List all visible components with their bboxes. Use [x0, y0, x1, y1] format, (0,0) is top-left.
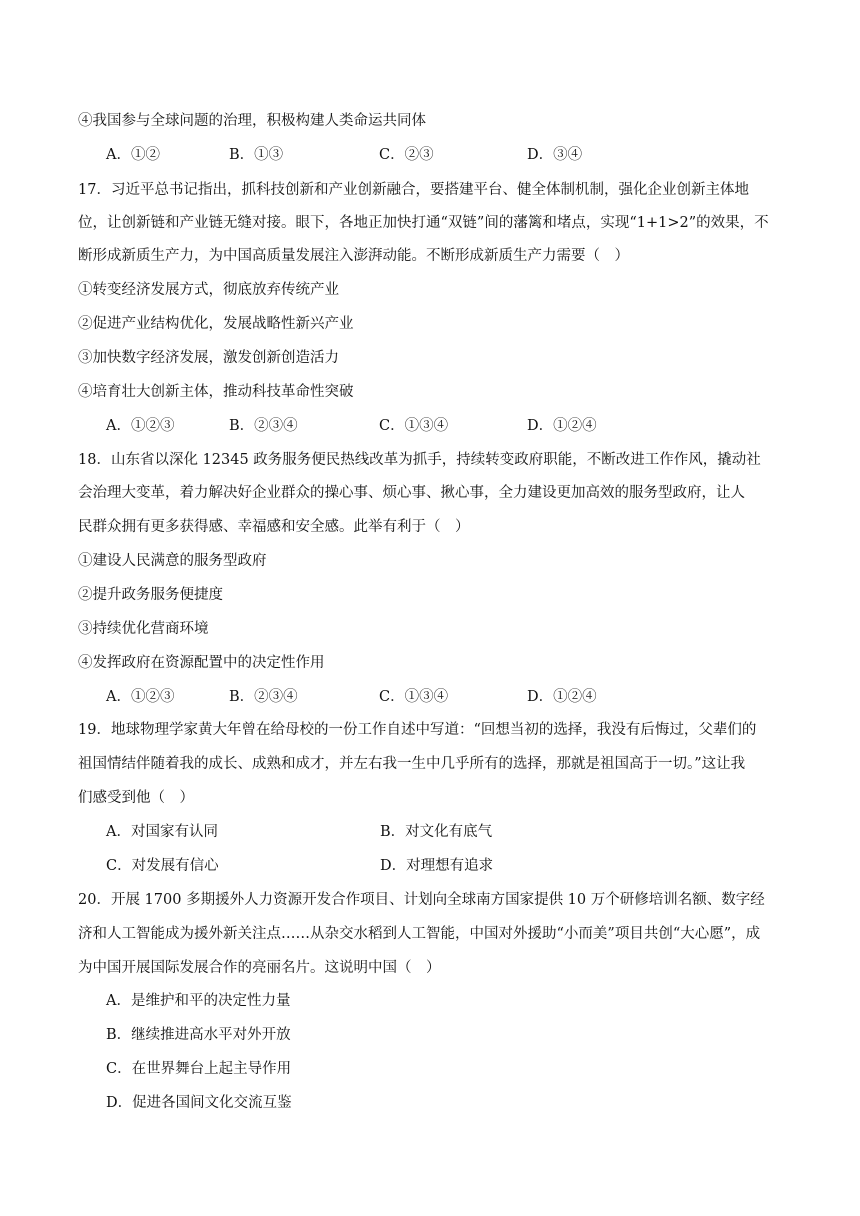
q17-option-d[interactable]: D．①②④: [527, 418, 597, 434]
q19-stem-line-2: 祖国情结伴随着我的成长、成熟和成才，并左右我一生中几乎所有的选择，那就是祖国高于一切。”这让我: [78, 756, 746, 772]
q17-option-b[interactable]: B．②③④: [229, 418, 298, 434]
q16-option-c[interactable]: C．②③: [379, 147, 434, 163]
q17-statement-2: ②促进产业结构优化，发展战略性新兴产业: [78, 316, 354, 332]
q16-statement-4: ④我国参与全球问题的治理，积极构建人类命运共同体: [78, 113, 426, 129]
q18-statement-1: ①建设人民满意的服务型政府: [78, 553, 267, 569]
q18-statement-2: ②提升政务服务便捷度: [78, 587, 223, 603]
q18-statement-3: ③持续优化营商环境: [78, 621, 209, 637]
q17-statement-3: ③加快数字经济发展，激发创新创造活力: [78, 350, 339, 366]
q20-stem-line-3: 为中国开展国际发展合作的亮丽名片。这说明中国（ ）: [78, 960, 441, 976]
q17-statement-4: ④培育壮大创新主体，推动科技革命性突破: [78, 384, 354, 400]
q17-statement-1: ①转变经济发展方式，彻底放弃传统产业: [78, 282, 339, 298]
q19-stem-line-3: 们感受到他（ ）: [78, 790, 194, 806]
q20-option-b[interactable]: B．继续推进高水平对外开放: [106, 1027, 291, 1043]
q19-option-b[interactable]: B．对文化有底气: [380, 824, 493, 840]
q18-option-c[interactable]: C．①③④: [379, 689, 449, 705]
q17-stem-line-1: 17．习近平总书记指出，抓科技创新和产业创新融合，要搭建平台、健全体制机制，强化企业创新主体地: [78, 182, 749, 198]
q18-stem-line-3: 民群众拥有更多获得感、幸福感和安全感。此举有利于（ ）: [78, 519, 470, 535]
q18-option-a[interactable]: A．①②③: [106, 689, 175, 705]
q19-option-a[interactable]: A．对国家有认同: [106, 824, 218, 840]
q20-stem-line-1: 20．开展 1700 多期援外人力资源开发合作项目、计划向全球南方国家提供 10 万个研修培训名额、数字经: [78, 892, 765, 908]
q18-option-d[interactable]: D．①②④: [527, 689, 597, 705]
q18-stem-line-1: 18．山东省以深化 12345 政务服务便民热线改革为抓手，持续转变政府职能，不断改进工作作风，撬动社: [78, 452, 761, 468]
q17-stem-line-2: 位，让创新链和产业链无缝对接。眼下，各地正加快打通“双链”间的藩篱和堵点，实现“1+1>2”的效果，不: [78, 215, 769, 231]
q19-stem-line-1: 19．地球物理学家黄大年曾在给母校的一份工作自述中写道：“回想当初的选择，我没有后悔过，父辈们的: [78, 722, 757, 738]
q18-stem-line-2: 会治理大变革，着力解决好企业群众的操心事、烦心事、揪心事，全力建设更加高效的服务型政府，让人: [78, 485, 745, 501]
q16-option-b[interactable]: B．①③: [229, 147, 284, 163]
q20-option-d[interactable]: D．促进各国间文化交流互鉴: [106, 1095, 292, 1111]
q16-option-a[interactable]: A．①②: [106, 147, 160, 163]
q19-option-d[interactable]: D．对理想有追求: [380, 858, 494, 874]
q17-stem-line-3: 断形成新质生产力，为中国高质量发展注入澎湃动能。不断形成新质生产力需要（ ）: [78, 248, 629, 264]
q17-option-c[interactable]: C．①③④: [379, 418, 449, 434]
q19-option-c[interactable]: C．对发展有信心: [106, 858, 219, 874]
q17-option-a[interactable]: A．①②③: [106, 418, 175, 434]
q20-option-c[interactable]: C．在世界舞台上起主导作用: [106, 1061, 292, 1077]
q20-stem-line-2: 济和人工智能成为援外新关注点……从杂交水稻到人工智能，中国对外援助“小而美”项目共创“大心愿”，成: [78, 926, 761, 942]
q18-option-b[interactable]: B．②③④: [229, 689, 298, 705]
q20-option-a[interactable]: A．是维护和平的决定性力量: [106, 993, 291, 1009]
q16-option-d[interactable]: D．③④: [527, 147, 583, 163]
q18-statement-4: ④发挥政府在资源配置中的决定性作用: [78, 655, 325, 671]
